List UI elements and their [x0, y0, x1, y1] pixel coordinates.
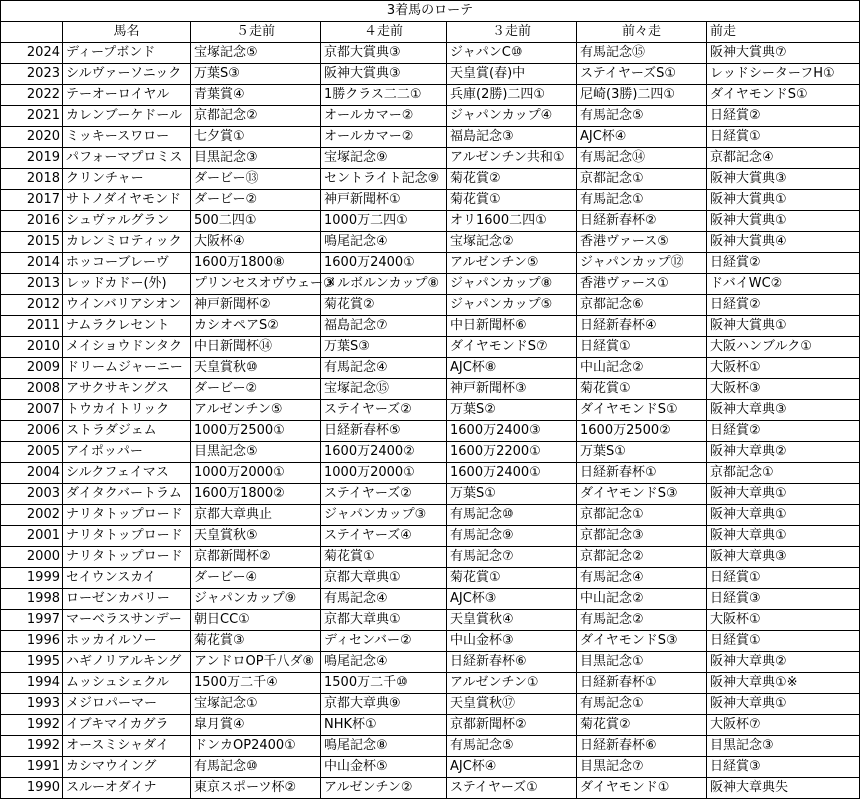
horse-name-cell: カレンブーケドール	[63, 106, 191, 127]
horse-name-cell: ウインバリアシオン	[63, 295, 191, 316]
header-last-run: 前走	[707, 22, 860, 43]
horse-name-cell: シルクフェイマス	[63, 463, 191, 484]
run-1-cell: 日経賞②	[707, 421, 860, 442]
run-5-cell: ドンカOP2400①	[191, 736, 321, 757]
run-3-cell: オリ1600二四①	[447, 211, 577, 232]
table-row	[1, 190, 860, 211]
horse-name-cell: オースミシャダイ	[63, 736, 191, 757]
run-4-cell: 1600万2400①	[321, 253, 447, 274]
run-4-cell: 1500万二千⑩	[321, 673, 447, 694]
year-cell: 2000	[1, 547, 63, 568]
run-1-cell: 日経賞③	[707, 757, 860, 778]
run-5-cell: 皐月賞④	[191, 715, 321, 736]
run-2-cell: 日経新春杯①	[577, 463, 707, 484]
year-cell: 2011	[1, 316, 63, 337]
run-4-cell: 中山金杯⑤	[321, 757, 447, 778]
horse-name-cell: アサクサキングス	[63, 379, 191, 400]
run-2-cell: 京都記念③	[577, 526, 707, 547]
run-5-cell: 中日新聞杯⑭	[191, 337, 321, 358]
horse-name-cell: ナムラクレセント	[63, 316, 191, 337]
run-1-cell: 阪神大章典①	[707, 526, 860, 547]
run-4-cell: 1600万2400②	[321, 442, 447, 463]
run-3-cell: 中日新聞杯⑥	[447, 316, 577, 337]
run-5-cell: 1500万二千④	[191, 673, 321, 694]
run-1-cell: 大阪ハンブルク①	[707, 337, 860, 358]
horse-name-cell: メイショウドンタク	[63, 337, 191, 358]
run-3-cell: 万葉S①	[447, 484, 577, 505]
run-2-cell: 有馬記念①	[577, 694, 707, 715]
run-4-cell: アルゼンチン②	[321, 778, 447, 799]
run-4-cell: 万葉S③	[321, 337, 447, 358]
run-3-cell: 天皇賞秋⑰	[447, 694, 577, 715]
run-5-cell: ダービー②	[191, 379, 321, 400]
table-row	[1, 568, 860, 589]
run-5-cell: カシオペアS②	[191, 316, 321, 337]
run-2-cell: 京都記念⑥	[577, 295, 707, 316]
year-cell: 2007	[1, 400, 63, 421]
table-row	[1, 400, 860, 421]
horse-name-cell: ムッシュシェクル	[63, 673, 191, 694]
run-1-cell: 大阪杯①	[707, 610, 860, 631]
run-5-cell: 宝塚記念⑤	[191, 43, 321, 64]
header-3-runs-ago: ３走前	[447, 22, 577, 43]
table-row	[1, 610, 860, 631]
year-cell: 1993	[1, 694, 63, 715]
horse-name-cell: ミッキースワロー	[63, 127, 191, 148]
run-5-cell: ダービー⑬	[191, 169, 321, 190]
year-cell: 1999	[1, 568, 63, 589]
table-row	[1, 463, 860, 484]
run-5-cell: 1600万1800⑧	[191, 253, 321, 274]
year-cell: 2019	[1, 148, 63, 169]
table-row	[1, 694, 860, 715]
run-5-cell: 天皇賞秋⑤	[191, 526, 321, 547]
table-row	[1, 148, 860, 169]
run-1-cell: 日経賞②	[707, 253, 860, 274]
year-cell: 2004	[1, 463, 63, 484]
table-row	[1, 673, 860, 694]
run-2-cell: 香港ヴァース①	[577, 274, 707, 295]
horse-name-cell: カレンミロティック	[63, 232, 191, 253]
run-3-cell: 京都新聞杯②	[447, 715, 577, 736]
run-5-cell: 大阪杯④	[191, 232, 321, 253]
run-5-cell: 万葉S③	[191, 64, 321, 85]
run-3-cell: 天皇賞(春)中	[447, 64, 577, 85]
run-2-cell: ダイヤモンドS③	[577, 484, 707, 505]
run-2-cell: 中山記念②	[577, 358, 707, 379]
run-5-cell: 京都大章典止	[191, 505, 321, 526]
horse-name-cell: イブキマイカグラ	[63, 715, 191, 736]
run-1-cell: 阪神大賞典①	[707, 190, 860, 211]
year-cell: 2015	[1, 232, 63, 253]
run-5-cell: 有馬記念⑩	[191, 757, 321, 778]
run-1-cell: 日経賞①	[707, 568, 860, 589]
run-1-cell: 阪神大章典③	[707, 547, 860, 568]
run-3-cell: AJC杯④	[447, 757, 577, 778]
horse-name-cell: カシマウイング	[63, 757, 191, 778]
horse-name-cell: ホッカイルソー	[63, 631, 191, 652]
year-cell: 2008	[1, 379, 63, 400]
horse-name-cell: ダイタクバートラム	[63, 484, 191, 505]
run-2-cell: ダイヤモンドS③	[577, 631, 707, 652]
run-4-cell: 阪神大賞典③	[321, 64, 447, 85]
horse-name-cell: パフォーマプロミス	[63, 148, 191, 169]
run-2-cell: 有馬記念①	[577, 190, 707, 211]
header-4-runs-ago: ４走前	[321, 22, 447, 43]
table-title: 3着馬のローテ	[1, 1, 860, 22]
table-row	[1, 652, 860, 673]
run-4-cell: 京都大章典①	[321, 568, 447, 589]
run-2-cell: ダイヤモンド①	[577, 778, 707, 799]
table-row	[1, 778, 860, 799]
run-4-cell: ステイヤーズ②	[321, 484, 447, 505]
run-3-cell: AJC杯③	[447, 589, 577, 610]
table-row	[1, 232, 860, 253]
run-1-cell: ダイヤモンドS①	[707, 85, 860, 106]
run-1-cell: ドバイWC②	[707, 274, 860, 295]
run-3-cell: 万葉S②	[447, 400, 577, 421]
table-row	[1, 589, 860, 610]
run-3-cell: 1600万2200①	[447, 442, 577, 463]
year-cell: 2021	[1, 106, 63, 127]
run-4-cell: 鳴尾記念④	[321, 652, 447, 673]
table-row	[1, 274, 860, 295]
run-3-cell: 福島記念③	[447, 127, 577, 148]
run-3-cell: 菊花賞②	[447, 169, 577, 190]
year-cell: 2002	[1, 505, 63, 526]
table-row	[1, 358, 860, 379]
title-row	[1, 1, 860, 22]
run-4-cell: 有馬記念④	[321, 358, 447, 379]
horse-name-cell: テーオーロイヤル	[63, 85, 191, 106]
year-cell: 2014	[1, 253, 63, 274]
run-5-cell: アルゼンチン⑤	[191, 400, 321, 421]
run-5-cell: 青葉賞④	[191, 85, 321, 106]
run-3-cell: AJC杯⑧	[447, 358, 577, 379]
table-row	[1, 379, 860, 400]
run-2-cell: ダイヤモンドS①	[577, 400, 707, 421]
table-row	[1, 631, 860, 652]
run-1-cell: 阪神大章典①	[707, 505, 860, 526]
horse-name-cell: シュヴァルグラン	[63, 211, 191, 232]
horse-name-cell: ローゼンカバリー	[63, 589, 191, 610]
run-2-cell: 有馬記念④	[577, 568, 707, 589]
header-5-runs-ago: ５走前	[191, 22, 321, 43]
run-1-cell: 日経賞②	[707, 295, 860, 316]
run-2-cell: 京都記念②	[577, 547, 707, 568]
run-5-cell: アンドロOP千八ダ⑧	[191, 652, 321, 673]
run-2-cell: 目黒記念①	[577, 652, 707, 673]
run-4-cell: セントライト記念⑨	[321, 169, 447, 190]
table-row	[1, 757, 860, 778]
run-5-cell: 1600万1800②	[191, 484, 321, 505]
run-5-cell: ダービー②	[191, 190, 321, 211]
run-5-cell: 朝日CC①	[191, 610, 321, 631]
run-3-cell: アルゼンチン共和①	[447, 148, 577, 169]
year-cell: 1997	[1, 610, 63, 631]
run-5-cell: プリンセスオヴウェー③	[191, 274, 321, 295]
run-2-cell: 有馬記念⑤	[577, 106, 707, 127]
year-cell: 2010	[1, 337, 63, 358]
year-cell: 2017	[1, 190, 63, 211]
table-row	[1, 106, 860, 127]
table-row	[1, 169, 860, 190]
table-row	[1, 715, 860, 736]
horse-name-cell: ハギノリアルキング	[63, 652, 191, 673]
horse-name-cell: レッドカドー(外)	[63, 274, 191, 295]
table-row	[1, 484, 860, 505]
run-3-cell: 1600万2400①	[447, 463, 577, 484]
table-row	[1, 295, 860, 316]
run-3-cell: 有馬記念⑦	[447, 547, 577, 568]
year-cell: 1992	[1, 736, 63, 757]
run-1-cell: 大阪杯①	[707, 358, 860, 379]
table-row	[1, 337, 860, 358]
header-2-runs-ago: 前々走	[577, 22, 707, 43]
run-1-cell: 阪神大賞典①	[707, 316, 860, 337]
table-row	[1, 43, 860, 64]
run-2-cell: 1600万2500②	[577, 421, 707, 442]
run-1-cell: 阪神大章典①	[707, 694, 860, 715]
year-cell: 2020	[1, 127, 63, 148]
run-1-cell: 阪神大賞典③	[707, 169, 860, 190]
run-3-cell: 菊花賞①	[447, 190, 577, 211]
table-row	[1, 127, 860, 148]
run-4-cell: 京都大章典①	[321, 610, 447, 631]
run-4-cell: オールカマー②	[321, 127, 447, 148]
year-cell: 1996	[1, 631, 63, 652]
run-4-cell: 菊花賞①	[321, 547, 447, 568]
run-3-cell: 1600万2400③	[447, 421, 577, 442]
run-2-cell: 菊花賞①	[577, 379, 707, 400]
run-1-cell: 阪神大章典②	[707, 442, 860, 463]
run-4-cell: メルボルンカップ⑧	[321, 274, 447, 295]
year-cell: 2005	[1, 442, 63, 463]
run-4-cell: 神戸新聞杯①	[321, 190, 447, 211]
run-4-cell: 京都大賞典③	[321, 43, 447, 64]
run-2-cell: 万葉S①	[577, 442, 707, 463]
run-2-cell: ジャパンカップ⑫	[577, 253, 707, 274]
run-2-cell: 日経賞①	[577, 337, 707, 358]
table-row	[1, 526, 860, 547]
run-2-cell: 尼崎(3勝)二四①	[577, 85, 707, 106]
horse-name-cell: マーベラスサンデー	[63, 610, 191, 631]
run-4-cell: ジャパンカップ③	[321, 505, 447, 526]
run-5-cell: 目黒記念③	[191, 148, 321, 169]
run-3-cell: ジャパンカップ⑤	[447, 295, 577, 316]
run-1-cell: 阪神大賞典①	[707, 211, 860, 232]
year-cell: 1990	[1, 778, 63, 799]
year-cell: 2024	[1, 43, 63, 64]
year-cell: 1998	[1, 589, 63, 610]
table-row	[1, 316, 860, 337]
run-5-cell: 神戸新聞杯②	[191, 295, 321, 316]
run-5-cell: 京都記念②	[191, 106, 321, 127]
year-cell: 2001	[1, 526, 63, 547]
horse-name-cell: ホッコーブレーヴ	[63, 253, 191, 274]
run-3-cell: ジャパンカップ④	[447, 106, 577, 127]
run-3-cell: 有馬記念⑩	[447, 505, 577, 526]
run-4-cell: ステイヤーズ②	[321, 400, 447, 421]
run-4-cell: 1勝クラス二二①	[321, 85, 447, 106]
horse-name-cell: アイポッパー	[63, 442, 191, 463]
table-row	[1, 421, 860, 442]
run-2-cell: 日経新春杯①	[577, 673, 707, 694]
run-1-cell: 阪神大賞典④	[707, 232, 860, 253]
run-1-cell: 阪神大章典②	[707, 652, 860, 673]
run-2-cell: 日経新春杯④	[577, 316, 707, 337]
table-row	[1, 736, 860, 757]
run-2-cell: 有馬記念⑭	[577, 148, 707, 169]
horse-name-cell: ナリタトップロード	[63, 505, 191, 526]
run-1-cell: 日経賞③	[707, 589, 860, 610]
run-3-cell: 菊花賞①	[447, 568, 577, 589]
horse-name-cell: セイウンスカイ	[63, 568, 191, 589]
run-1-cell: レッドシーターフH①	[707, 64, 860, 85]
run-2-cell: 京都記念①	[577, 169, 707, 190]
run-1-cell: 京都記念④	[707, 148, 860, 169]
horse-name-cell: トウカイトリック	[63, 400, 191, 421]
run-1-cell: 阪神大賞典⑦	[707, 43, 860, 64]
run-4-cell: 1000万2000①	[321, 463, 447, 484]
run-3-cell: 有馬記念⑨	[447, 526, 577, 547]
run-1-cell: 阪神大章典③	[707, 400, 860, 421]
horse-name-cell: ストラダジェム	[63, 421, 191, 442]
run-1-cell: 日経賞②	[707, 106, 860, 127]
run-4-cell: 宝塚記念⑮	[321, 379, 447, 400]
run-4-cell: ステイヤーズ④	[321, 526, 447, 547]
table-row	[1, 85, 860, 106]
run-5-cell: ジャパンカップ⑨	[191, 589, 321, 610]
year-cell: 2006	[1, 421, 63, 442]
horse-name-cell: シルヴァーソニック	[63, 64, 191, 85]
table-row	[1, 547, 860, 568]
run-4-cell: オールカマー②	[321, 106, 447, 127]
run-3-cell: 神戸新聞杯③	[447, 379, 577, 400]
run-3-cell: ステイヤーズ①	[447, 778, 577, 799]
run-5-cell: 天皇賞秋⑩	[191, 358, 321, 379]
year-cell: 2018	[1, 169, 63, 190]
year-cell: 1992	[1, 715, 63, 736]
run-1-cell: 京都記念①	[707, 463, 860, 484]
run-2-cell: 日経新春杯⑥	[577, 736, 707, 757]
run-5-cell: 500二四①	[191, 211, 321, 232]
run-2-cell: 有馬記念⑮	[577, 43, 707, 64]
run-3-cell: 日経新春杯⑥	[447, 652, 577, 673]
table-row	[1, 253, 860, 274]
horse-name-cell: ナリタトップロード	[63, 547, 191, 568]
run-3-cell: 中山金杯③	[447, 631, 577, 652]
run-2-cell: ステイヤーズS①	[577, 64, 707, 85]
run-4-cell: ディセンバー②	[321, 631, 447, 652]
run-2-cell: 目黒記念⑦	[577, 757, 707, 778]
run-2-cell: 京都記念①	[577, 505, 707, 526]
table-row	[1, 211, 860, 232]
header-year	[1, 22, 63, 43]
run-5-cell: 七夕賞①	[191, 127, 321, 148]
run-3-cell: ジャパンカップ⑧	[447, 274, 577, 295]
header-row	[1, 22, 860, 43]
year-cell: 2003	[1, 484, 63, 505]
run-2-cell: 有馬記念②	[577, 610, 707, 631]
run-1-cell: 阪神大章典①	[707, 484, 860, 505]
run-3-cell: アルゼンチン⑤	[447, 253, 577, 274]
run-4-cell: 有馬記念④	[321, 589, 447, 610]
run-4-cell: 1000万二四①	[321, 211, 447, 232]
run-3-cell: ダイヤモンドS⑦	[447, 337, 577, 358]
year-cell: 2012	[1, 295, 63, 316]
run-4-cell: NHK杯①	[321, 715, 447, 736]
run-5-cell: 菊花賞③	[191, 631, 321, 652]
year-cell: 2022	[1, 85, 63, 106]
run-4-cell: 菊花賞②	[321, 295, 447, 316]
run-5-cell: 目黒記念⑤	[191, 442, 321, 463]
year-cell: 2023	[1, 64, 63, 85]
run-3-cell: ジャパンC⑩	[447, 43, 577, 64]
run-5-cell: 京都新聞杯②	[191, 547, 321, 568]
run-2-cell: 中山記念②	[577, 589, 707, 610]
run-4-cell: 福島記念⑦	[321, 316, 447, 337]
run-1-cell: 阪神大章典①※	[707, 673, 860, 694]
run-2-cell: AJC杯④	[577, 127, 707, 148]
table-row	[1, 505, 860, 526]
run-2-cell: 菊花賞②	[577, 715, 707, 736]
year-cell: 2013	[1, 274, 63, 295]
header-horse-name: 馬名	[63, 22, 191, 43]
table-row	[1, 442, 860, 463]
horse-name-cell: ナリタトップロード	[63, 526, 191, 547]
run-5-cell: ダービー④	[191, 568, 321, 589]
run-5-cell: 1000万2000①	[191, 463, 321, 484]
run-5-cell: 東京スポーツ杯②	[191, 778, 321, 799]
run-1-cell: 目黒記念③	[707, 736, 860, 757]
run-3-cell: 天皇賞秋④	[447, 610, 577, 631]
run-4-cell: 宝塚記念⑨	[321, 148, 447, 169]
run-4-cell: 鳴尾記念⑧	[321, 736, 447, 757]
horse-name-cell: クリンチャー	[63, 169, 191, 190]
run-3-cell: アルゼンチン①	[447, 673, 577, 694]
run-1-cell: 日経賞①	[707, 127, 860, 148]
horse-name-cell: メジロパーマー	[63, 694, 191, 715]
run-3-cell: 宝塚記念②	[447, 232, 577, 253]
horse-name-cell: ドリームジャーニー	[63, 358, 191, 379]
run-1-cell: 日経賞①	[707, 631, 860, 652]
table-row	[1, 64, 860, 85]
run-5-cell: 1000万2500①	[191, 421, 321, 442]
year-cell: 2016	[1, 211, 63, 232]
year-cell: 1994	[1, 673, 63, 694]
year-cell: 1995	[1, 652, 63, 673]
run-4-cell: 日経新春杯⑤	[321, 421, 447, 442]
run-1-cell: 大阪杯⑦	[707, 715, 860, 736]
year-cell: 1991	[1, 757, 63, 778]
run-4-cell: 京都大章典⑨	[321, 694, 447, 715]
horse-name-cell: スルーオダイナ	[63, 778, 191, 799]
run-2-cell: 日経新春杯②	[577, 211, 707, 232]
run-3-cell: 兵庫(2勝)二四①	[447, 85, 577, 106]
horse-name-cell: ディープボンド	[63, 43, 191, 64]
run-3-cell: 有馬記念⑤	[447, 736, 577, 757]
run-1-cell: 大阪杯③	[707, 379, 860, 400]
horse-name-cell: サトノダイヤモンド	[63, 190, 191, 211]
run-4-cell: 鳴尾記念④	[321, 232, 447, 253]
run-5-cell: 宝塚記念①	[191, 694, 321, 715]
run-2-cell: 香港ヴァース⑤	[577, 232, 707, 253]
run-1-cell: 阪神大章典失	[707, 778, 860, 799]
year-cell: 2009	[1, 358, 63, 379]
